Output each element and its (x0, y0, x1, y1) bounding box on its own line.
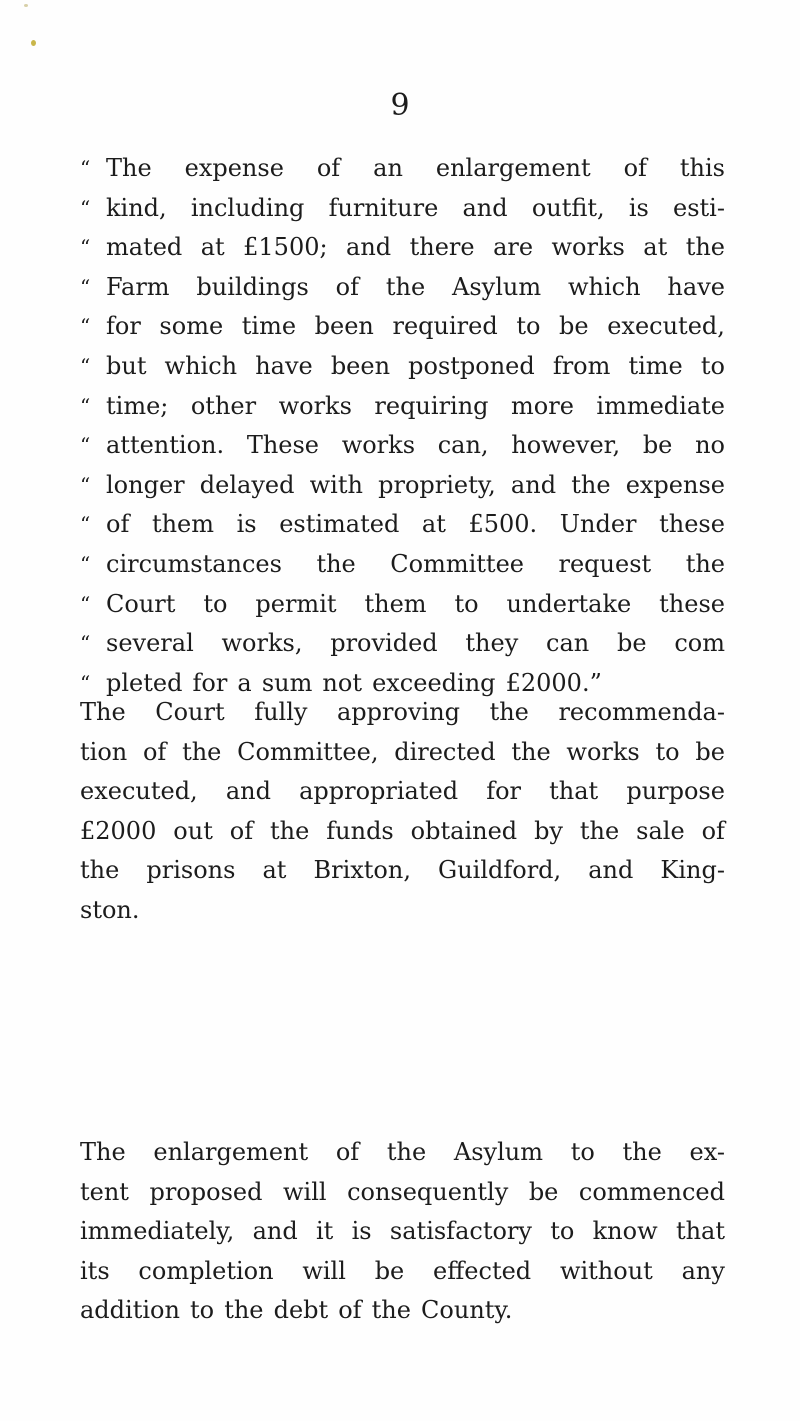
page-number: 9 (390, 88, 410, 123)
line-text: the prisons at Brixton, Guildford, and King- (80, 856, 725, 885)
quote-mark: “ (80, 156, 91, 180)
text-line (80, 891, 725, 931)
line-text: circumstances the Committee request the (106, 549, 725, 578)
text-line (80, 812, 725, 852)
line-text: time; other works requiring more immediate (106, 391, 725, 420)
line-text: attention. These works can, however, be no (106, 431, 725, 460)
text-line (80, 693, 725, 733)
line-text: of them is estimated at £500. Under these (106, 510, 725, 539)
paragraph (80, 1133, 725, 1331)
text-line (80, 505, 725, 545)
text-line (80, 545, 725, 585)
line-text: The Court fully approving the recommenda- (80, 698, 725, 726)
line-text: longer delayed with propriety, and the expense (106, 470, 725, 499)
line-text: Farm buildings of the Asylum which have (106, 272, 725, 301)
quote-mark: “ (80, 353, 91, 378)
quote-mark: “ (80, 195, 91, 220)
line-text: Court to permit them to undertake these (106, 589, 725, 618)
paragraph-quoted-report (80, 149, 725, 703)
text-line (80, 189, 725, 229)
line-text: pleted for a sum not exceeding £2000.” (106, 668, 602, 697)
line-text: kind, including furniture and outfit, is esti- (106, 193, 725, 222)
line-text: immediately, and it is satisfactory to know that (80, 1217, 725, 1246)
text-line (80, 851, 725, 891)
line-text: tent proposed will consequently be commenced (80, 1177, 725, 1206)
text-line (80, 1133, 725, 1173)
line-text: £2000 out of the funds obtained by the sale of (80, 816, 725, 845)
line-text: ston. (80, 895, 140, 924)
text-line (80, 1252, 725, 1292)
quote-mark: “ (80, 631, 91, 656)
line-text: The expense of an enlargement of this (106, 154, 725, 182)
text-line (80, 772, 725, 812)
line-text: The enlargement of the Asylum to the ex- (80, 1138, 725, 1166)
text-line (80, 426, 725, 466)
line-text: addition to the debt of the County. (80, 1296, 513, 1325)
text-line (80, 733, 725, 773)
line-text: several works, provided they can be com (106, 629, 725, 658)
line-text: but which have been postponed from time to (106, 351, 725, 380)
text-line (80, 149, 725, 189)
quote-mark: “ (80, 551, 91, 576)
line-text: its completion will be effected without any (80, 1256, 725, 1285)
quote-mark: “ (80, 235, 91, 260)
text-line (80, 268, 725, 308)
text-line (80, 585, 725, 625)
paper-speck (24, 4, 28, 7)
paper-speck (31, 40, 36, 46)
line-text: mated at £1500; and there are works at the (106, 233, 725, 262)
line-text: tion of the Committee, directed the works to be (80, 737, 725, 766)
text-line (80, 347, 725, 387)
text-line (80, 307, 725, 347)
quote-mark: “ (80, 314, 91, 339)
quote-mark: “ (80, 393, 91, 418)
line-text: executed, and appropriated for that purpose (80, 777, 725, 806)
quote-mark: “ (80, 591, 91, 616)
text-line (80, 624, 725, 664)
quote-mark: “ (80, 433, 91, 458)
text-line (80, 466, 725, 506)
line-text: for some time been required to be executed, (106, 312, 725, 341)
quote-mark: “ (80, 670, 91, 695)
paragraph (80, 693, 725, 931)
text-line (80, 228, 725, 268)
quote-mark: “ (80, 472, 91, 497)
text-line (80, 1173, 725, 1213)
quote-mark: “ (80, 274, 91, 299)
text-line (80, 387, 725, 427)
text-line (80, 1291, 725, 1331)
text-line (80, 1212, 725, 1252)
quote-mark: “ (80, 512, 91, 537)
